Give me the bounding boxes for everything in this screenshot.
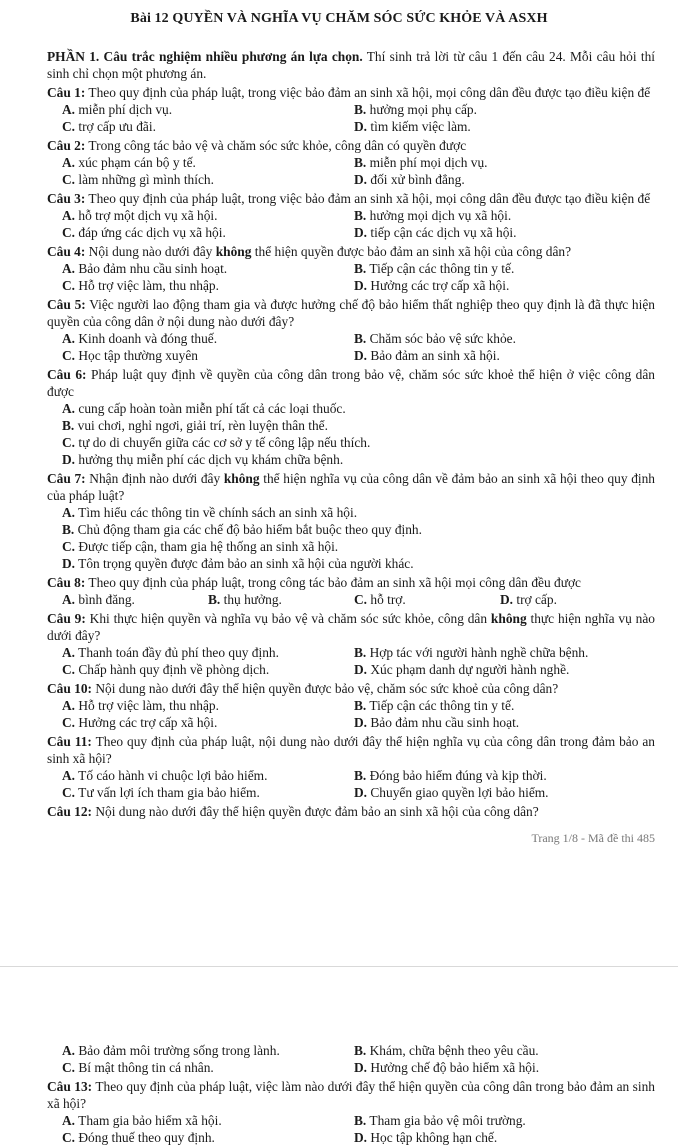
option-text: trợ cấp. — [513, 592, 557, 607]
option-text: Hỗ trợ việc làm, thu nhập. — [75, 698, 219, 713]
option-text: Hỗ trợ việc làm, thu nhập. — [75, 278, 219, 293]
answer-option — [354, 714, 655, 731]
answer-option — [62, 697, 354, 714]
question-stem — [47, 137, 655, 154]
option-letter: B. — [354, 1043, 367, 1058]
question-keyword: không — [490, 611, 527, 626]
option-text: Tố cáo hành vi chuộc lợi bảo hiểm. — [75, 768, 268, 783]
question-text: Việc người lao động tham gia và được hưởng chế độ bảo hiểm thất nghiệp theo quy định là đã thực hiện quyền của công dân ở nội dung nào dưới đây? — [47, 297, 655, 329]
answer-option — [354, 697, 655, 714]
question-item — [47, 84, 655, 135]
option-letter: A. — [62, 1113, 76, 1128]
option-letter: D. — [62, 452, 76, 467]
option-text: Chuyển giao quyền lợi bảo hiểm. — [367, 785, 549, 800]
option-text: Hợp tác với người hành nghề chữa bệnh. — [366, 645, 589, 660]
option-letter: C. — [62, 1130, 76, 1145]
option-text: thụ hưởng. — [220, 592, 282, 607]
answer-option — [62, 644, 354, 661]
option-letter: D. — [354, 225, 368, 240]
option-letter: C. — [62, 172, 76, 187]
question-text: Theo quy định của pháp luật, trong công tác bảo đảm an sinh xã hội mọi công dân đều được — [85, 575, 581, 590]
answer-option — [62, 207, 354, 224]
answer-option — [62, 555, 655, 572]
exam-content — [0, 48, 678, 847]
option-text: hưởng mọi phụ cấp. — [366, 102, 477, 117]
question-item — [47, 803, 655, 820]
question-item — [47, 610, 655, 678]
option-letter: A. — [62, 155, 76, 170]
answer-option — [354, 347, 655, 364]
part-1-instructions — [47, 48, 655, 82]
option-letter: A. — [62, 592, 76, 607]
option-text: đối xử bình đẳng. — [367, 172, 465, 187]
answer-option — [62, 101, 354, 118]
option-text: Bí mật thông tin cá nhân. — [75, 1060, 214, 1075]
page-divider — [0, 966, 678, 968]
option-letter: D. — [354, 348, 368, 363]
page-footer: Trang 1/8 - Mã đề thi 485 — [531, 831, 655, 845]
answer-options — [47, 207, 655, 241]
answer-option — [354, 224, 655, 241]
page-title: Bài 12 QUYỀN VÀ NGHĨA VỤ CHĂM SÓC SỨC KHỎE VÀ ASXH — [130, 11, 548, 26]
option-letter: D. — [354, 662, 368, 677]
question-12-options — [47, 1042, 655, 1076]
option-letter: A. — [62, 768, 76, 783]
option-letter: A. — [62, 1043, 76, 1058]
question-stem — [47, 733, 655, 767]
answer-option — [354, 644, 655, 661]
answer-option — [62, 434, 655, 451]
option-letter: C. — [62, 785, 76, 800]
answer-options — [47, 101, 655, 135]
option-text: Học tập thường xuyên — [75, 348, 198, 363]
answer-option — [354, 1042, 655, 1059]
answer-option — [354, 661, 655, 678]
option-text: Xúc phạm danh dự người hành nghề. — [367, 662, 570, 677]
answer-option — [62, 1042, 354, 1059]
option-text: Bảo đảm nhu cầu sinh hoạt. — [367, 715, 520, 730]
question-stem — [47, 84, 655, 101]
exam-content-page-2 — [47, 1042, 655, 1146]
question-item — [47, 137, 655, 188]
option-text: Thanh toán đầy đủ phí theo quy định. — [75, 645, 279, 660]
question-item — [47, 680, 655, 731]
answer-option — [354, 154, 655, 171]
answer-option — [62, 714, 354, 731]
question-label: Câu 3: — [47, 191, 86, 206]
option-letter: C. — [62, 225, 76, 240]
answer-options — [47, 154, 655, 188]
option-text: bình đăng. — [75, 592, 135, 607]
question-stem — [47, 243, 655, 260]
question-label: Câu 7: — [47, 471, 86, 486]
option-text: vui chơi, nghỉ ngơi, giải trí, rèn luyện thân thể. — [74, 418, 328, 433]
question-text-end: thể hiện quyền được bảo đảm an sinh xã hội của công dân? — [251, 244, 572, 259]
option-letter: C. — [62, 662, 76, 677]
option-text: hưởng thụ miễn phí các dịch vụ khám chữa bệnh. — [75, 452, 344, 467]
option-letter: B. — [354, 102, 367, 117]
answer-option — [62, 504, 655, 521]
question-stem — [47, 296, 655, 330]
option-text: hỗ trợ một dịch vụ xã hội. — [75, 208, 218, 223]
option-text: Học tập không hạn chế. — [367, 1130, 498, 1145]
option-letter: D. — [354, 1060, 368, 1075]
answer-option — [354, 1129, 655, 1146]
answer-options — [47, 330, 655, 364]
question-stem — [47, 190, 655, 207]
answer-options — [47, 1112, 655, 1146]
question-item — [47, 574, 655, 608]
option-text: xúc phạm cán bộ y tế. — [75, 155, 196, 170]
answer-option — [62, 417, 655, 434]
answer-option — [62, 661, 354, 678]
option-text: Bảo đảm nhu cầu sinh hoạt. — [75, 261, 228, 276]
question-item — [47, 470, 655, 572]
answer-option — [62, 538, 655, 555]
option-text: miễn phí dịch vụ. — [75, 102, 173, 117]
option-text: Đóng thuế theo quy định. — [75, 1130, 215, 1145]
option-text: hưởng mọi dịch vụ xã hội. — [366, 208, 512, 223]
question-label: Câu 1: — [47, 85, 86, 100]
option-text: Hưởng chế độ bảo hiểm xã hội. — [367, 1060, 540, 1075]
option-letter: B. — [354, 645, 367, 660]
question-text: Pháp luật quy định về quyền của công dân trong bảo vệ, chăm sóc sức khoẻ thể hiện ở việc công dân được — [47, 367, 655, 399]
answer-option — [62, 1059, 354, 1076]
option-text: Tìm hiểu các thông tin về chính sách an sinh xã hội. — [75, 505, 358, 520]
option-text: tìm kiếm việc làm. — [367, 119, 471, 134]
question-item — [47, 296, 655, 364]
answer-option — [354, 207, 655, 224]
option-letter: C. — [62, 715, 76, 730]
answer-option — [62, 451, 655, 468]
option-letter: D. — [354, 785, 368, 800]
option-letter: A. — [62, 645, 76, 660]
question-text: Nội dung nào dưới đây thể hiện quyền được đảm bảo an sinh xã hội của công dân? — [92, 804, 539, 819]
option-letter: B. — [354, 208, 367, 223]
option-text: Bảo đảm an sinh xã hội. — [367, 348, 500, 363]
question-item — [47, 190, 655, 241]
answer-option — [354, 101, 655, 118]
question-item — [47, 1078, 655, 1146]
option-letter: B. — [208, 592, 221, 607]
question-text: Theo quy định của pháp luật, trong việc bảo đảm an sinh xã hội, mọi công dân đều được tạo điều kiện để — [85, 191, 651, 206]
question-text-end: thể hiện nghĩa vụ của công dân về đảm bảo an sinh xã hội theo quy định của pháp luật? — [47, 471, 655, 503]
answer-option — [354, 330, 655, 347]
answer-option — [62, 171, 354, 188]
answer-option — [354, 171, 655, 188]
question-label: Câu 12: — [47, 804, 93, 819]
answer-option — [500, 591, 655, 608]
option-letter: D. — [354, 715, 368, 730]
option-text: làm những gì mình thích. — [75, 172, 214, 187]
option-text: Tôn trọng quyền được đảm bảo an sinh xã hội của người khác. — [75, 556, 414, 571]
question-label: Câu 9: — [47, 611, 86, 626]
question-label: Câu 4: — [47, 244, 86, 259]
answer-option — [354, 1059, 655, 1076]
question-stem — [47, 366, 655, 400]
answer-option — [208, 591, 354, 608]
option-letter: B. — [354, 155, 367, 170]
answer-options — [47, 591, 655, 608]
option-text: Tham gia bảo vệ môi trường. — [366, 1113, 526, 1128]
option-text: cung cấp hoàn toàn miễn phí tất cả các loại thuốc. — [75, 401, 346, 416]
option-text: Đóng bảo hiểm đúng và kịp thời. — [366, 768, 547, 783]
answer-option — [354, 1112, 655, 1129]
option-letter: D. — [62, 556, 76, 571]
answer-option — [354, 277, 655, 294]
option-text: Chấp hành quy định về phòng dịch. — [75, 662, 270, 677]
option-letter: B. — [354, 698, 367, 713]
option-text: Tư vấn lợi ích tham gia bảo hiểm. — [75, 785, 260, 800]
question-item — [47, 243, 655, 294]
option-text: Tham gia bảo hiểm xã hội. — [75, 1113, 222, 1128]
option-text: đáp ứng các dịch vụ xã hội. — [75, 225, 226, 240]
option-letter: C. — [62, 435, 76, 450]
option-text: Tiếp cận các thông tin y tế. — [366, 698, 515, 713]
option-text: tự do di chuyển giữa các cơ sở y tế công lập nếu thích. — [75, 435, 371, 450]
option-letter: A. — [62, 401, 76, 416]
part-instruction: Thí sinh trả lời từ câu 1 đến câu 24. Mỗi câu hỏi thí sinh chỉ chọn một phương án. — [47, 49, 655, 81]
answer-option — [62, 347, 354, 364]
answer-option — [354, 118, 655, 135]
option-letter: D. — [500, 592, 514, 607]
answer-options — [47, 644, 655, 678]
answer-option — [62, 591, 208, 608]
answer-options — [47, 260, 655, 294]
question-stem — [47, 680, 655, 697]
option-text: Được tiếp cận, tham gia hệ thống an sinh xã hội. — [75, 539, 339, 554]
option-text: Chăm sóc bảo vệ sức khỏe. — [366, 331, 516, 346]
answer-options — [47, 697, 655, 731]
answer-option — [62, 784, 354, 801]
question-label: Câu 6: — [47, 367, 87, 382]
option-text: Chủ động tham gia các chế độ bảo hiểm bắt buộc theo quy định. — [74, 522, 422, 537]
question-keyword: không — [223, 471, 260, 486]
option-letter: B. — [354, 768, 367, 783]
question-text: Theo quy định của pháp luật, nội dung nào dưới đây thể hiện nghĩa vụ của công dân trong đảm bảo an sinh xã hội? — [47, 734, 655, 766]
option-letter: C. — [62, 539, 76, 554]
answer-option — [62, 224, 354, 241]
option-letter: C. — [62, 1060, 76, 1075]
answer-option — [62, 330, 354, 347]
answer-option — [354, 767, 655, 784]
answer-option — [62, 260, 354, 277]
option-text: hỗ trợ. — [367, 592, 406, 607]
option-letter: B. — [354, 1113, 367, 1128]
question-text: Nội dung nào dưới đây — [85, 244, 216, 259]
option-text: Kinh doanh và đóng thuế. — [75, 331, 218, 346]
question-label: Câu 2: — [47, 138, 86, 153]
question-label: Câu 10: — [47, 681, 93, 696]
option-letter: B. — [354, 331, 367, 346]
option-letter: B. — [62, 418, 75, 433]
option-letter: C. — [354, 592, 368, 607]
answer-option — [62, 400, 655, 417]
option-letter: A. — [62, 331, 76, 346]
option-text: trợ cấp ưu đãi. — [75, 119, 156, 134]
option-letter: C. — [62, 119, 76, 134]
option-letter: C. — [62, 348, 76, 363]
question-stem — [47, 610, 655, 644]
question-text: Theo quy định của pháp luật, trong việc bảo đảm an sinh xã hội, mọi công dân đều được tạo điều kiện để — [85, 85, 651, 100]
answer-option — [354, 784, 655, 801]
option-letter: D. — [354, 1130, 368, 1145]
option-text: tiếp cận các dịch vụ xã hội. — [367, 225, 517, 240]
option-letter: A. — [62, 261, 76, 276]
answer-option — [62, 118, 354, 135]
question-text: Trong công tác bảo vệ và chăm sóc sức khỏe, công dân có quyền được — [85, 138, 467, 153]
option-letter: D. — [354, 278, 368, 293]
part-heading: PHẦN 1. Câu trắc nghiệm nhiều phương án lựa chọn. — [47, 49, 363, 64]
answer-option — [62, 521, 655, 538]
option-text: Bảo đảm môi trường sống trong lành. — [75, 1043, 280, 1058]
question-text: Nội dung nào dưới đây thể hiện quyền được bảo vệ, chăm sóc sức khoẻ của công dân? — [92, 681, 559, 696]
question-text-end: thực hiện nghĩa vụ nào dưới đây? — [47, 611, 655, 643]
question-list — [47, 84, 655, 820]
answer-option — [62, 154, 354, 171]
option-letter: C. — [62, 278, 76, 293]
question-text: Khi thực hiện quyền và nghĩa vụ bảo vệ và chăm sóc sức khỏe, công dân — [85, 611, 491, 626]
answer-option — [62, 1112, 354, 1129]
answer-option — [354, 591, 500, 608]
question-stem — [47, 803, 655, 820]
option-text: Hưởng các trợ cấp xã hội. — [367, 278, 510, 293]
option-text: Khám, chữa bệnh theo yêu cầu. — [366, 1043, 539, 1058]
question-item — [47, 733, 655, 801]
question-label: Câu 13: — [47, 1079, 93, 1094]
option-letter: A. — [62, 208, 76, 223]
question-label: Câu 11: — [47, 734, 92, 749]
answer-option — [62, 1129, 354, 1146]
option-letter: A. — [62, 505, 76, 520]
question-stem — [47, 470, 655, 504]
option-letter: A. — [62, 698, 76, 713]
question-stem — [47, 574, 655, 591]
option-letter: D. — [354, 172, 368, 187]
option-text: Tiếp cận các thông tin y tế. — [366, 261, 515, 276]
answer-option — [62, 767, 354, 784]
question-keyword: không — [215, 244, 252, 259]
question-label: Câu 5: — [47, 297, 86, 312]
answer-options — [47, 400, 655, 468]
question-item — [47, 366, 655, 468]
option-text: miễn phí mọi dịch vụ. — [366, 155, 488, 170]
question-text: Theo quy định của pháp luật, việc làm nào dưới đây thể hiện quyền của công dân trong bảo đảm an sinh xã hội? — [47, 1079, 655, 1111]
option-text: Hưởng các trợ cấp xã hội. — [75, 715, 218, 730]
option-letter: B. — [354, 261, 367, 276]
question-list-page-2 — [47, 1078, 655, 1146]
answer-options — [47, 767, 655, 801]
answer-options — [47, 504, 655, 572]
question-label: Câu 8: — [47, 575, 86, 590]
option-letter: A. — [62, 102, 76, 117]
answer-option — [354, 260, 655, 277]
question-text: Nhận định nào dưới đây — [85, 471, 224, 486]
question-stem — [47, 1078, 655, 1112]
option-letter: D. — [354, 119, 368, 134]
option-letter: B. — [62, 522, 75, 537]
answer-option — [62, 277, 354, 294]
